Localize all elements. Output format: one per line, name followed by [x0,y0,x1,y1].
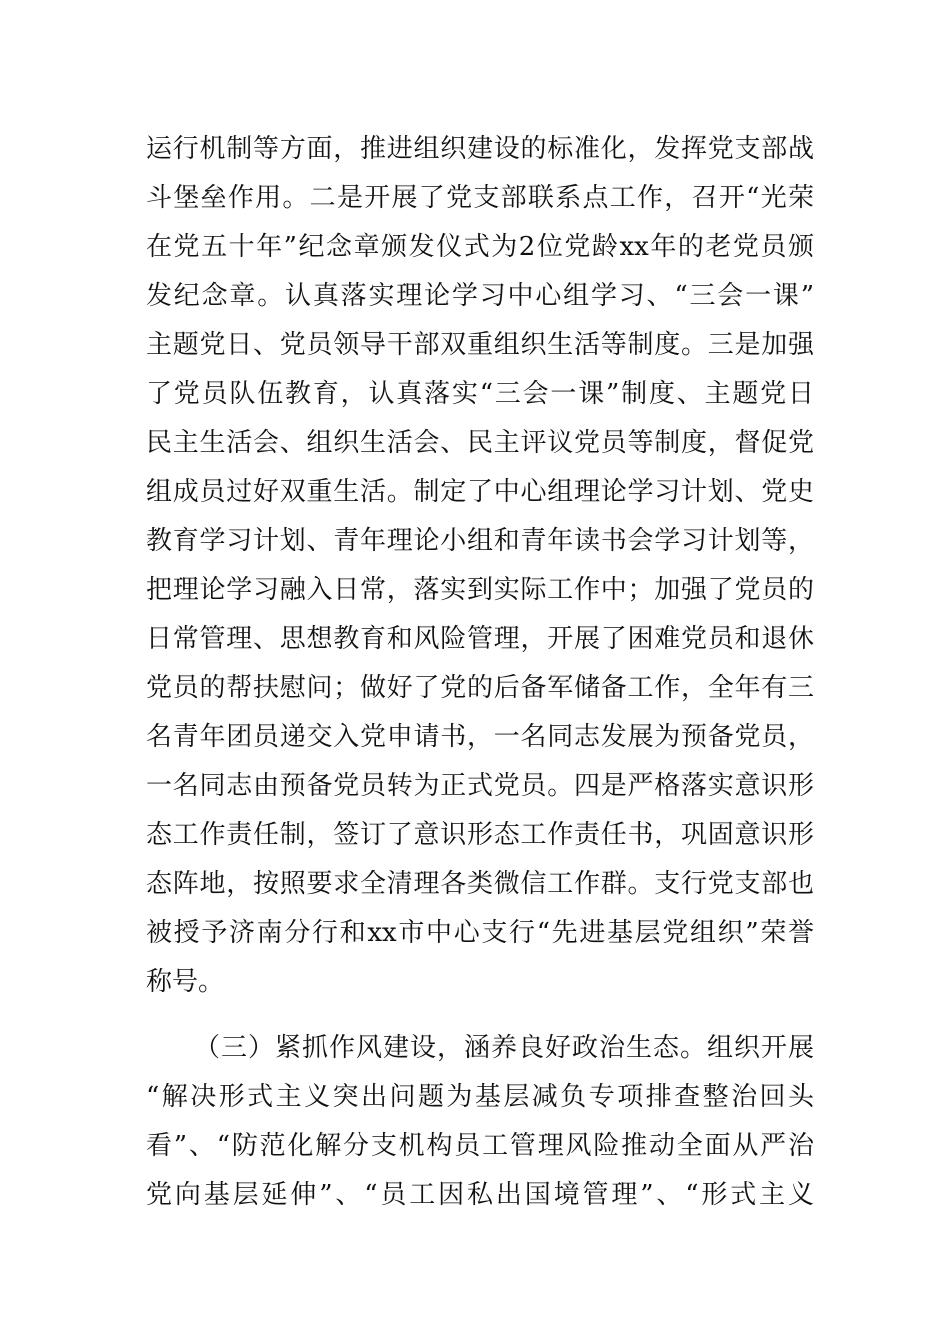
section-heading-line: （三）紧抓作风建设，涵养良好政治生态。组织开展 [194,1033,814,1063]
text-line: 一名同志由预备党员转为正式党员。四是严格落实意识形 [146,771,814,801]
text-line: 被授予济南分行和xx市中心支行“先进基层党组织”荣誉 [146,918,814,948]
text-line: 态工作责任制，签订了意识形态工作责任书，巩固意识形 [146,820,814,850]
text-line: 名青年团员递交入党申请书，一名同志发展为预备党员， [146,722,814,752]
text-line: 党向基层延伸”、“员工因私出国境管理”、“形式主义 [146,1180,814,1210]
text-line: “解决形式主义突出问题为基层减负专项排查整治回头 [146,1082,814,1112]
text-line: 教育学习计划、青年理论小组和青年读书会学习计划等， [146,526,814,556]
text-line: 民主生活会、组织生活会、民主评议党员等制度，督促党 [146,428,814,458]
text-line: 日常管理、思想教育和风险管理，开展了困难党员和退休 [146,624,814,654]
text-line: 组成员过好双重生活。制定了中心组理论学习计划、党史 [146,477,814,507]
text-line: 态阵地，按照要求全清理各类微信工作群。支行党支部也 [146,869,814,899]
text-line: 斗堡垒作用。二是开展了党支部联系点工作，召开“光荣 [146,183,814,213]
text-line: 主题党日、党员领导干部双重组织生活等制度。三是加强 [146,330,814,360]
text-line: 看”、“防范化解分支机构员工管理风险推动全面从严治 [146,1131,814,1161]
text-line: 称号。 [146,967,225,997]
text-line: 了党员队伍教育，认真落实“三会一课”制度、主题党日 [146,379,814,409]
text-line: 发纪念章。认真落实理论学习中心组学习、“三会一课” [146,281,814,311]
text-line: 在党五十年”纪念章颁发仪式为2位党龄xx年的老党员颁 [146,232,814,262]
text-line: 运行机制等方面，推进组织建设的标准化，发挥党支部战 [146,134,814,164]
text-line: 党员的帮扶慰问；做好了党的后备军储备工作，全年有三 [146,673,814,703]
text-line: 把理论学习融入日常，落实到实际工作中；加强了党员的 [146,575,814,605]
